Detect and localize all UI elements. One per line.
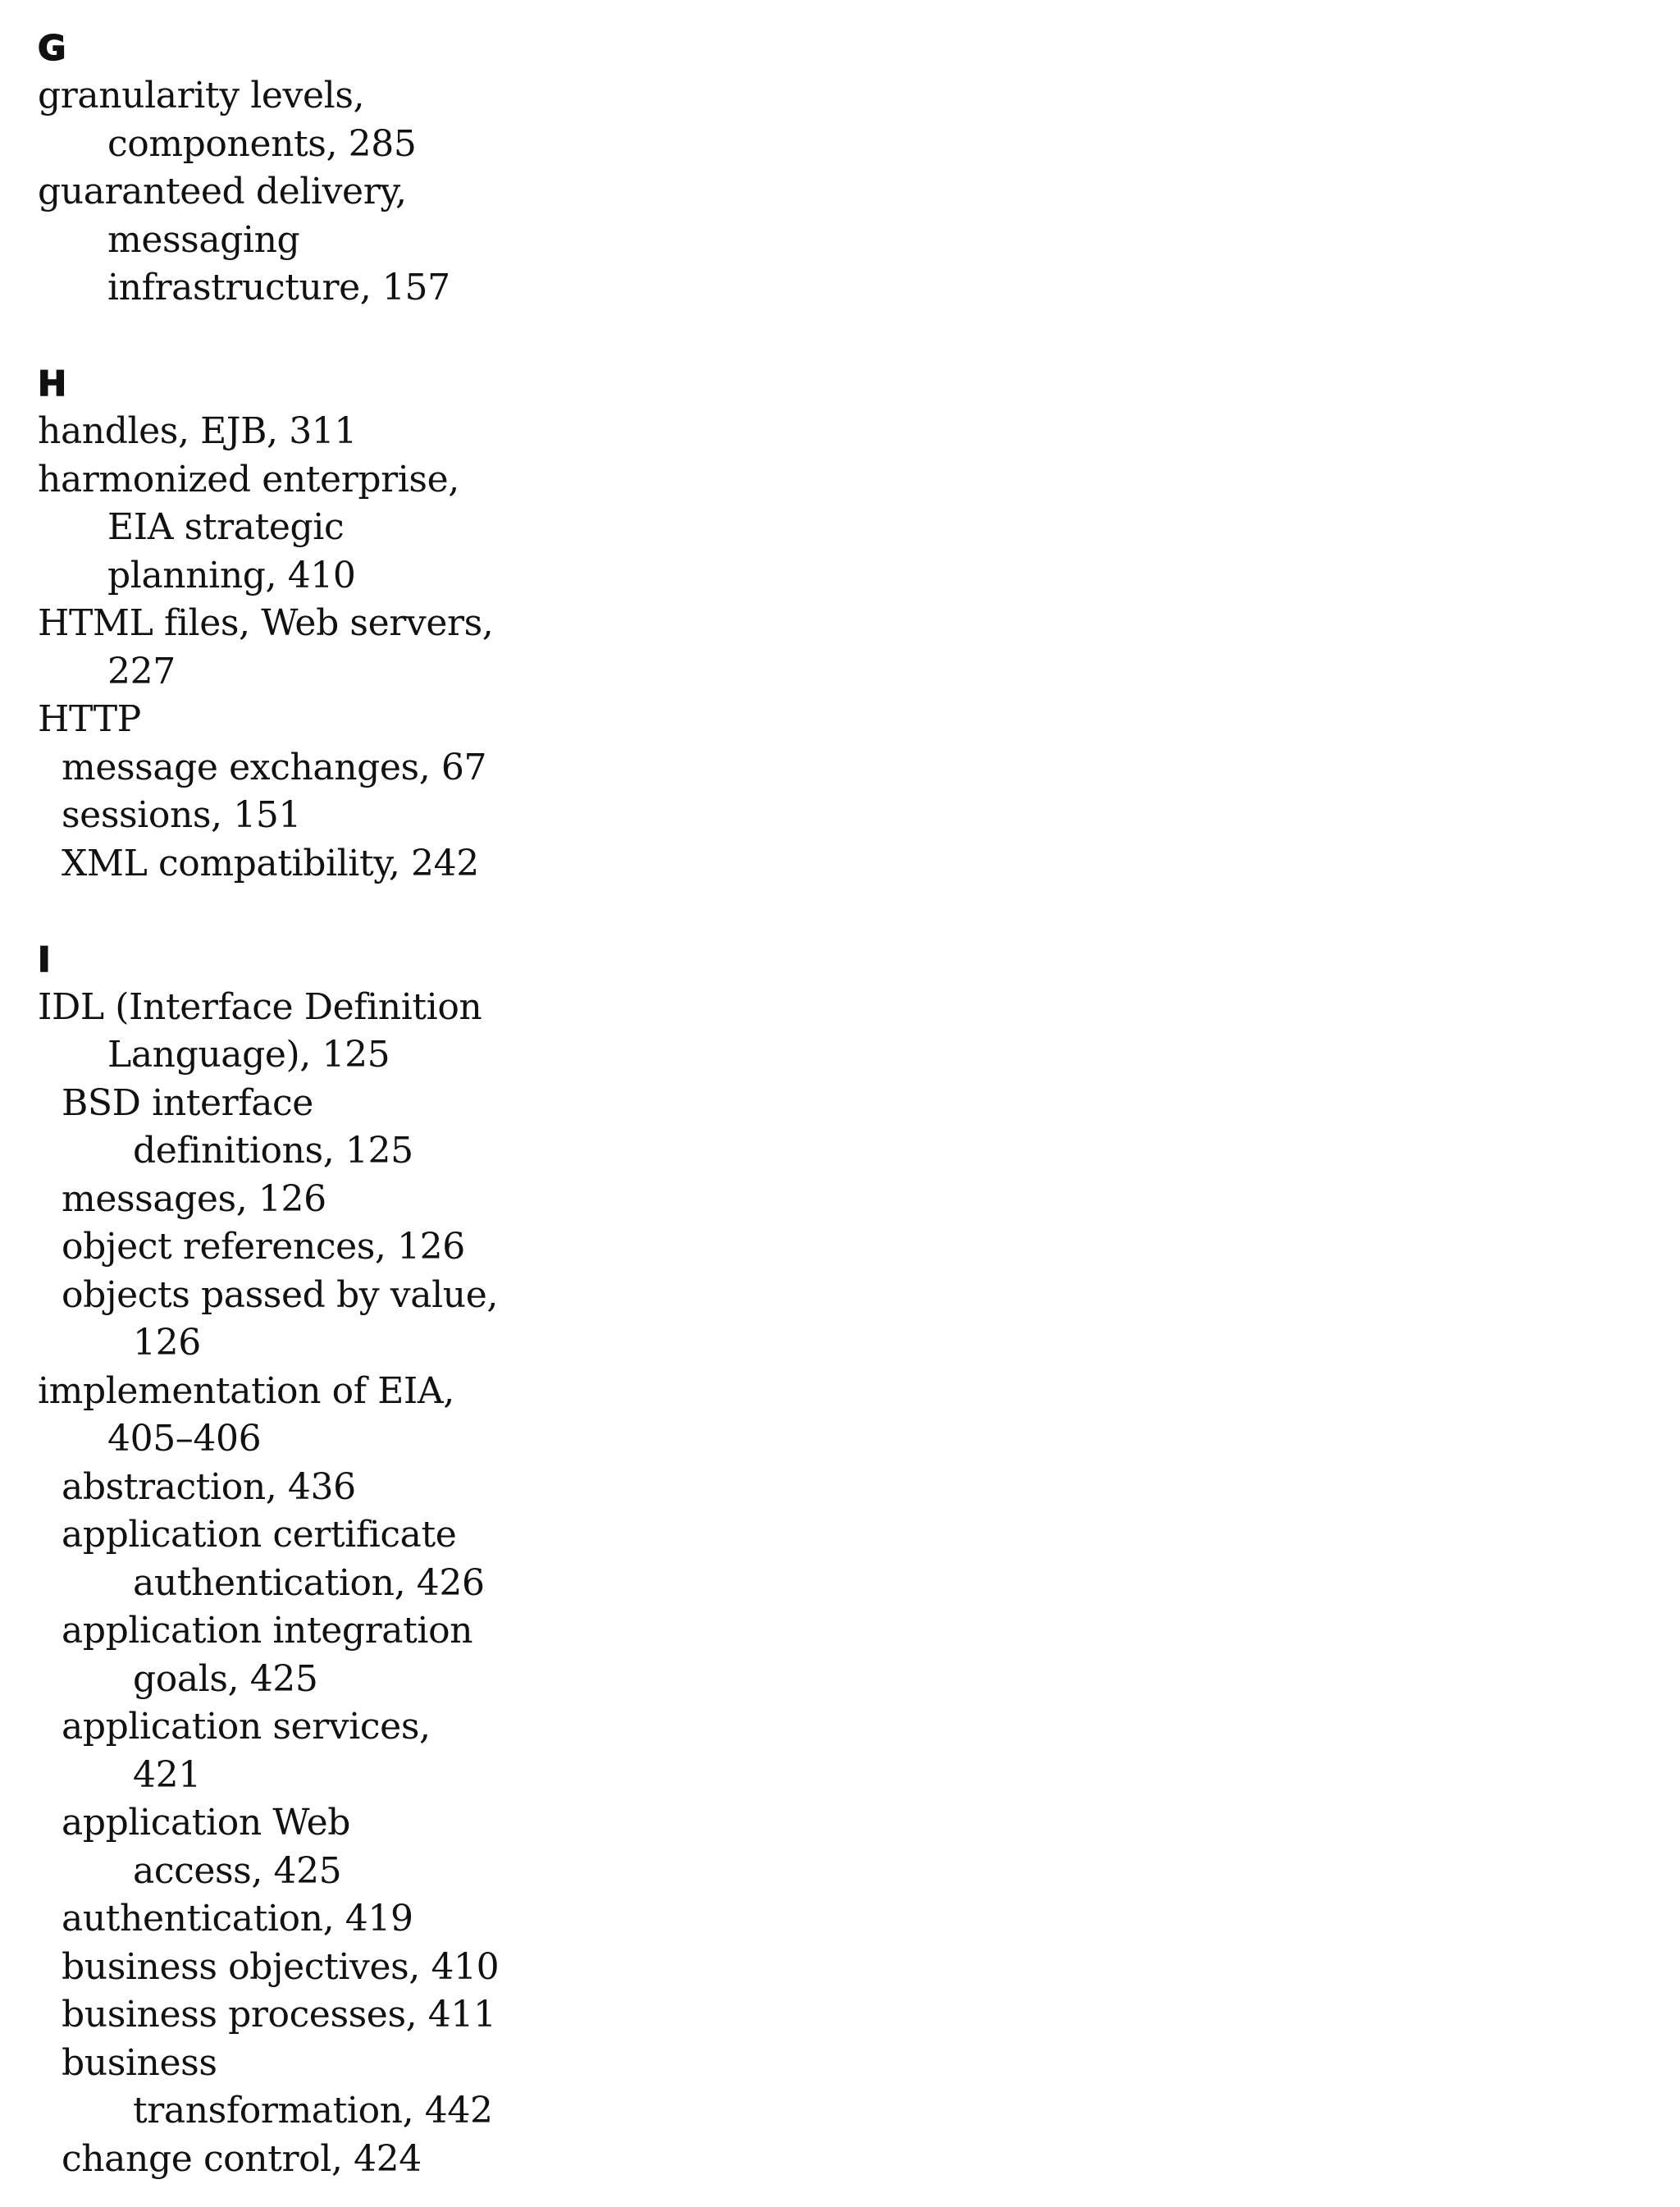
- index-entry: granularity levels,: [38, 75, 365, 117]
- index-section-h: [38, 360, 546, 888]
- index-subentry: object references, 126: [62, 1226, 465, 1268]
- section-heading-letter: H: [38, 363, 68, 404]
- index-subentry: authentication, 419: [62, 1898, 413, 1940]
- index-section-g: [38, 25, 546, 313]
- section-heading-letter: I: [38, 939, 52, 980]
- index-subentry: application Web: [62, 1802, 350, 1844]
- index-entry: guaranteed delivery,: [38, 171, 407, 212]
- section-heading-letter: G: [38, 28, 67, 68]
- index-entry: IDL (Interface Definition: [38, 985, 482, 1028]
- index-entry-continuation: authentication, 426: [133, 1561, 485, 1604]
- index-subentry: business processes, 411: [62, 1994, 496, 2036]
- index-subentry: messages, 126: [62, 1177, 326, 1220]
- index-subentry: application certificate: [62, 1514, 457, 1556]
- index-subentry: business: [62, 2041, 217, 2084]
- index-entry-continuation: EIA strategic: [107, 506, 345, 548]
- index-entry-continuation: infrastructure, 157: [107, 267, 450, 308]
- index-subentry: application services,: [62, 1706, 431, 1748]
- index-entry-continuation: 126: [133, 1322, 201, 1364]
- index-entry-continuation: transformation, 442: [133, 2090, 493, 2132]
- index-entry: handles, EJB, 311: [38, 410, 357, 452]
- index-subentry: objects passed by value,: [62, 1273, 498, 1316]
- index-section-i: [38, 936, 546, 2184]
- section-gap: [38, 313, 546, 361]
- index-subentry: BSD interface: [62, 1081, 313, 1124]
- index-entry-continuation: 421: [133, 1753, 201, 1796]
- index-subentry: sessions, 151: [62, 794, 302, 836]
- index-entry-continuation: 405–406: [107, 1418, 262, 1460]
- index-subentry: XML compatibility, 242: [62, 842, 479, 884]
- index-entry-continuation: messaging: [107, 218, 300, 261]
- index-entry-continuation: 227: [107, 650, 176, 692]
- index-subentry: change control, 424: [62, 2137, 422, 2180]
- index-column: [38, 25, 546, 2183]
- index-entry-continuation: goals, 425: [133, 1657, 318, 1700]
- index-subentry: abstraction, 436: [62, 1465, 356, 1508]
- index-subentry: message exchanges, 67: [62, 746, 487, 788]
- index-subentry: application integration: [62, 1610, 473, 1652]
- section-gap: [38, 888, 546, 936]
- index-entry: HTML files, Web servers,: [38, 602, 494, 644]
- index-entry-continuation: components, 285: [107, 122, 417, 165]
- index-entry-continuation: definitions, 125: [133, 1130, 413, 1172]
- index-entry-continuation: Language), 125: [107, 1034, 390, 1076]
- index-entry: implementation of EIA,: [38, 1369, 454, 1412]
- index-subentry: business objectives, 410: [62, 1945, 500, 1988]
- index-entry: harmonized enterprise,: [38, 458, 459, 500]
- index-entry-continuation: access, 425: [133, 1849, 342, 1892]
- index-entry: HTTP: [38, 698, 141, 740]
- index-entry-continuation: planning, 410: [107, 554, 356, 596]
